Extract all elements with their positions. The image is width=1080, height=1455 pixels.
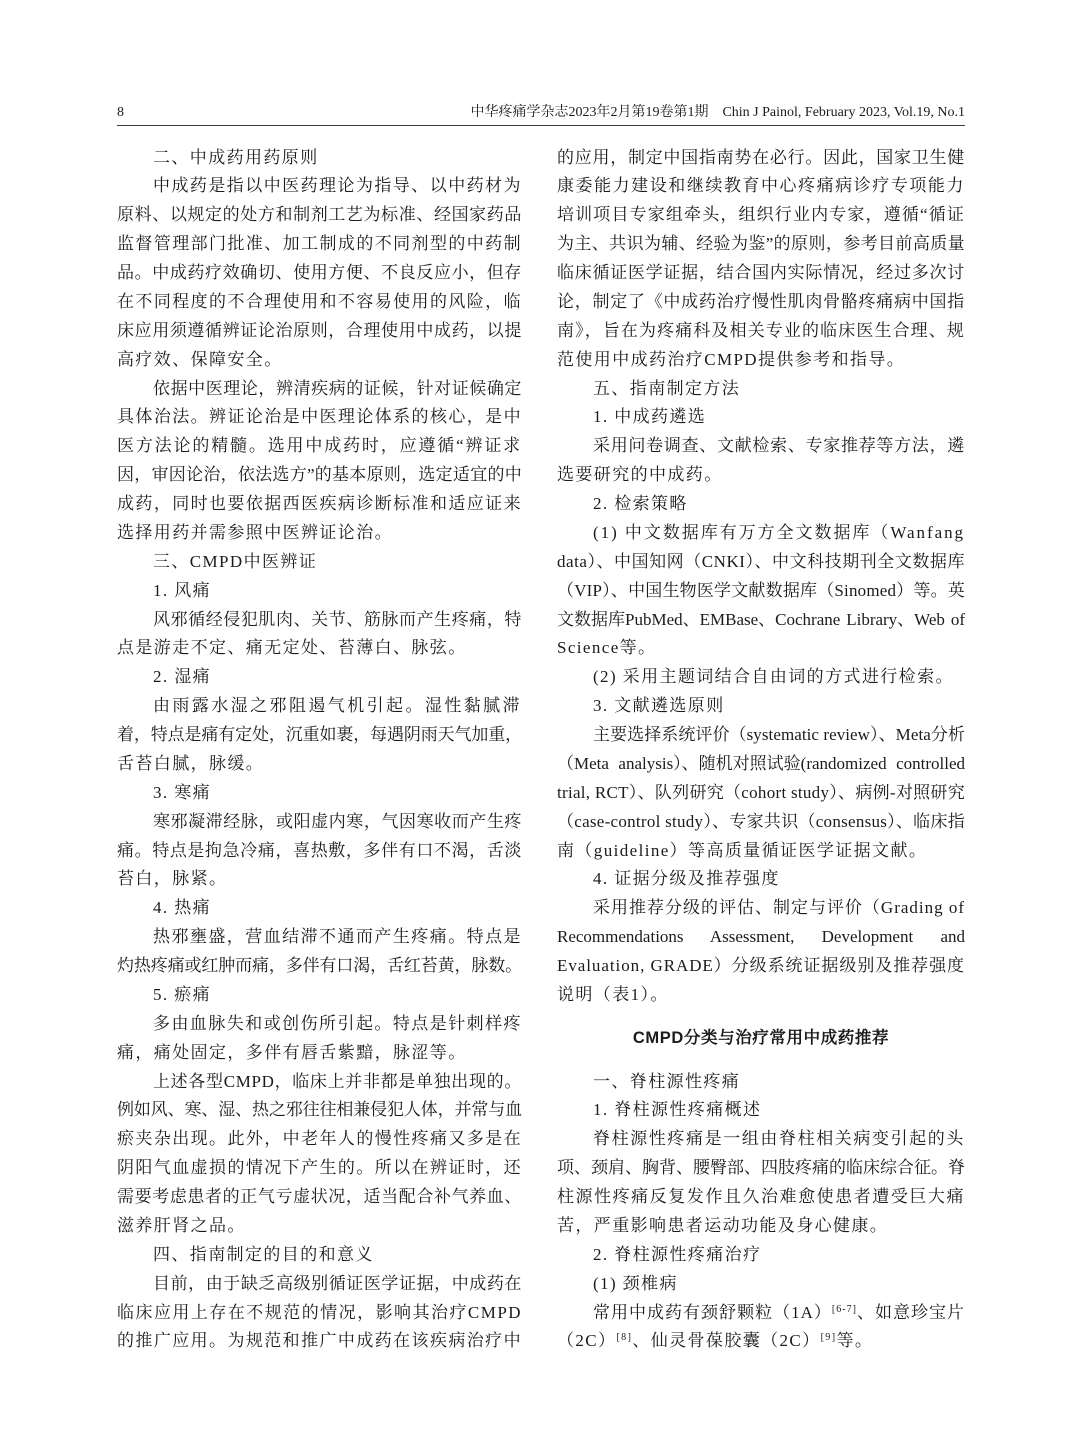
subsection-heading: 5. 瘀痛 (153, 984, 211, 1004)
drug-text: 等。 (836, 1331, 874, 1351)
body-text-line: Evaluation, GRADE）分级系统证据级别及推荐强度 (557, 956, 965, 975)
section-heading: 五、指南制定方法 (593, 378, 741, 398)
drug-text: 、仙灵骨葆胶囊（2C） (632, 1331, 821, 1351)
journal-citation-en: Chin J Painol, February 2023, Vol.19, No.1 (722, 105, 965, 120)
subsection-heading: 2. 湿痛 (153, 667, 211, 687)
body-text-line: 采用问卷调查、文献检索、专家推荐等方法，遴 (593, 436, 965, 456)
body-text-line: 范使用中成药治疗CMPD提供参考和指导。 (557, 349, 906, 369)
reference-superscript: [8] (616, 1332, 633, 1344)
body-text-line: data）、中国知网（CNKI）、中文科技期刊全文数据库 (557, 551, 965, 571)
subsection-heading: 4. 证据分级及推荐强度 (593, 869, 780, 889)
header-rule (117, 125, 965, 126)
body-text-line: （VIP）、中国生物医学文献数据库（Sinomed）等。英 (557, 580, 965, 600)
sub-subsection-heading: (1) 颈椎病 (593, 1273, 678, 1293)
body-text-line: 的应用，制定中国指南势在必行。因此，国家卫生健 (557, 147, 965, 167)
body-text-line: 文数据库PubMed、EMBase、Cochrane Library、Web of (557, 609, 965, 629)
drug-text: 、如意珍宝片 (856, 1302, 966, 1322)
subsection-heading: 2. 检索策略 (593, 494, 688, 513)
body-text-line: 热邪壅盛，营血结滞不通而产生疼痛。特点是 (153, 927, 522, 947)
body-text-line: 脊柱源性疼痛是一组由脊柱相关病变引起的头 (593, 1129, 965, 1149)
subsection-heading: 3. 寒痛 (153, 782, 211, 802)
body-text-line: 床应用须遵循辨证论治原则，合理使用中成药，以提 (117, 320, 522, 340)
body-text-line: trial, RCT）、队列研究（cohort study）、病例-对照研究 (557, 782, 965, 802)
subsection-heading: 3. 文献遴选原则 (593, 696, 725, 716)
body-text-line: 选择用药并需参照中医辨证论治。 (117, 522, 393, 542)
body-text-line: (1) 中文数据库有万方全文数据库（Wanfang (593, 522, 965, 542)
body-text-line: 医方法论的精髓。选用中成药时，应遵循“辨证求 (117, 436, 522, 456)
body-text-line: 滋养肝肾之品。 (117, 1215, 246, 1235)
right-column (557, 144, 965, 1357)
body-text-line: 苔白，脉紧。 (117, 869, 228, 889)
left-column (117, 144, 522, 1357)
body-text-line: 选要研究的中成药。 (557, 465, 723, 485)
journal-running-head (470, 104, 965, 122)
body-text-line: 柱源性疼痛反复发作且久治难愈使患者遭受巨大痛 (557, 1187, 965, 1206)
body-text-line: 由雨露水湿之邪阻遏气机引起。湿性黏腻滞 (153, 696, 522, 716)
body-text-line: 采用推荐分级的评估、制定与评价（Grading of (593, 898, 965, 918)
body-text-line: 苦，严重影响患者运动功能及身心健康。 (557, 1215, 889, 1235)
subsection-heading: 1. 风痛 (153, 580, 211, 600)
subsection-heading: 4. 热痛 (153, 898, 211, 918)
body-text-line: 风邪循经侵犯肌肉、关节、筋脉而产生疼痛，特 (153, 609, 522, 629)
body-text-line: 南（guideline）等高质量循证医学证据文献。 (557, 840, 928, 860)
body-text-line: 品。中成药疗效确切、使用方便、不良反应小，但存 (117, 263, 522, 282)
body-text-line: 论，制定了《中成药治疗慢性肌肉骨骼疼痛病中国指 (557, 291, 965, 311)
drug-recommendation-line (557, 1327, 965, 1356)
body-text-line: 南》，旨在为疼痛科及相关专业的临床医生合理、规 (557, 320, 965, 340)
drug-text: 常用中成药有颈舒颗粒（1A） (593, 1302, 832, 1322)
body-text-line: 临床循证医学证据，结合国内实际情况，经过多次讨 (557, 263, 965, 282)
body-text-line: 因，审因论治，依法选方”的基本原则，选定适宜的中 (117, 465, 522, 485)
body-text-line: 主要选择系统评价（systematic review）、Meta分析 (593, 725, 965, 744)
body-text-line: 培训项目专家组牵头，组织行业内专家，遵循“循证 (557, 205, 965, 225)
body-text-line: 说明（表1）。 (557, 984, 669, 1004)
section-heading: 三、CMPD中医辨证 (153, 551, 318, 571)
drug-recommendation-line (557, 1299, 965, 1328)
body-text-line: 阴阳气血虚损的情况下产生的。所以在辨证时，还 (117, 1158, 522, 1178)
subsection-heading: 2. 脊柱源性疼痛治疗 (593, 1244, 762, 1264)
body-text-line: (2) 采用主题词结合自由词的方式进行检索。 (593, 667, 954, 687)
body-text-line: 上述各型CMPD，临床上并非都是单独出现的。 (153, 1071, 522, 1091)
body-text-line: 为主、共识为辅、经验为鉴”的原则，参考目前高质量 (557, 234, 965, 254)
body-text-line: 着，特点是痛有定处，沉重如裹，每遇阴雨天气加重， (117, 725, 522, 744)
body-text-line: 在不同程度的不合理使用和不容易使用的风险，临 (117, 291, 522, 311)
body-text-line: 目前，由于缺乏高级别循证医学证据，中成药在 (153, 1273, 522, 1293)
body-text-line: 灼热疼痛或红肿而痛，多伴有口渴，舌红苔黄，脉数。 (117, 956, 522, 975)
major-section-heading: CMPD分类与治疗常用中成药推荐 (632, 1028, 890, 1047)
body-text-line: 康委能力建设和继续教育中心疼痛病诊疗专项能力 (557, 176, 965, 196)
body-text-line: 高疗效、保障安全。 (117, 349, 283, 369)
body-text-line: 依据中医理论，辨清疾病的证候，针对证候确定 (153, 378, 522, 398)
subsection-heading: 1. 脊柱源性疼痛概述 (593, 1100, 762, 1120)
body-text-line: 中成药是指以中医药理论为指导、以中药材为 (153, 176, 522, 196)
section-heading: 四、指南制定的目的和意义 (153, 1244, 374, 1264)
page-number: 8 (117, 105, 124, 120)
body-text-line: Recommendations Assessment, Development and (557, 927, 965, 947)
journal-title-cn: 中华疼痛学杂志2023年2月第19卷第1期 (470, 105, 709, 120)
body-text-line: 需要考虑患者的正气亏虚状况，适当配合补气养血、 (117, 1187, 522, 1206)
body-text-line: 原料、以规定的处方和制剂工艺为标准、经国家药品 (117, 205, 522, 225)
body-text-line: 具体治法。辨证论治是中医理论体系的核心，是中 (117, 407, 522, 427)
body-text-line: 临床应用上存在不规范的情况，影响其治疗CMPD (117, 1302, 522, 1322)
subsection-heading: 1. 中成药遴选 (593, 407, 707, 427)
reference-superscript: [6-7] (831, 1303, 857, 1315)
body-text-line: 舌苔白腻，脉缓。 (117, 753, 265, 773)
body-text-line: 寒邪凝滞经脉，或阳虚内寒，气因寒收而产生疼 (153, 811, 522, 831)
body-text-line: 瘀夹杂出现。此外，中老年人的慢性疼痛又多是在 (117, 1129, 522, 1149)
body-text-line: 多由血脉失和或创伤所引起。特点是针刺样疼 (153, 1013, 522, 1033)
body-text-line: 点是游走不定、痛无定处、苔薄白、脉弦。 (117, 638, 467, 658)
section-heading: 一、脊柱源性疼痛 (593, 1071, 741, 1091)
section-heading: 二、中成药用药原则 (153, 147, 319, 167)
drug-text: （2C） (557, 1331, 617, 1351)
body-text-line: 的推广应用。为规范和推广中成药在该疾病治疗中 (117, 1331, 522, 1351)
body-text-line: 项、颈肩、胸背、腰臀部、四肢疼痛的临床综合征。脊 (557, 1158, 965, 1178)
body-text-line: 例如风、寒、湿、热之邪往往相兼侵犯人体，并常与血 (117, 1100, 522, 1120)
body-text-line: 成药，同时也要依据西医疾病诊断标准和适应证来 (117, 494, 522, 513)
body-text-line: （case-control study）、专家共识（consensus）、临床指 (557, 811, 965, 831)
body-text-line: （Meta analysis）、随机对照试验(randomized controlled (557, 753, 965, 773)
body-text-line: 痛，痛处固定，多伴有唇舌紫黯，脉涩等。 (117, 1042, 467, 1062)
body-text-line: 痛。特点是拘急冷痛，喜热敷，多伴有口不渴，舌淡 (117, 840, 522, 860)
body-text-line: Science等。 (557, 638, 657, 658)
reference-superscript: [9] (820, 1332, 837, 1344)
body-text-line: 监督管理部门批准、加工制成的不同剂型的中药制 (117, 234, 522, 254)
